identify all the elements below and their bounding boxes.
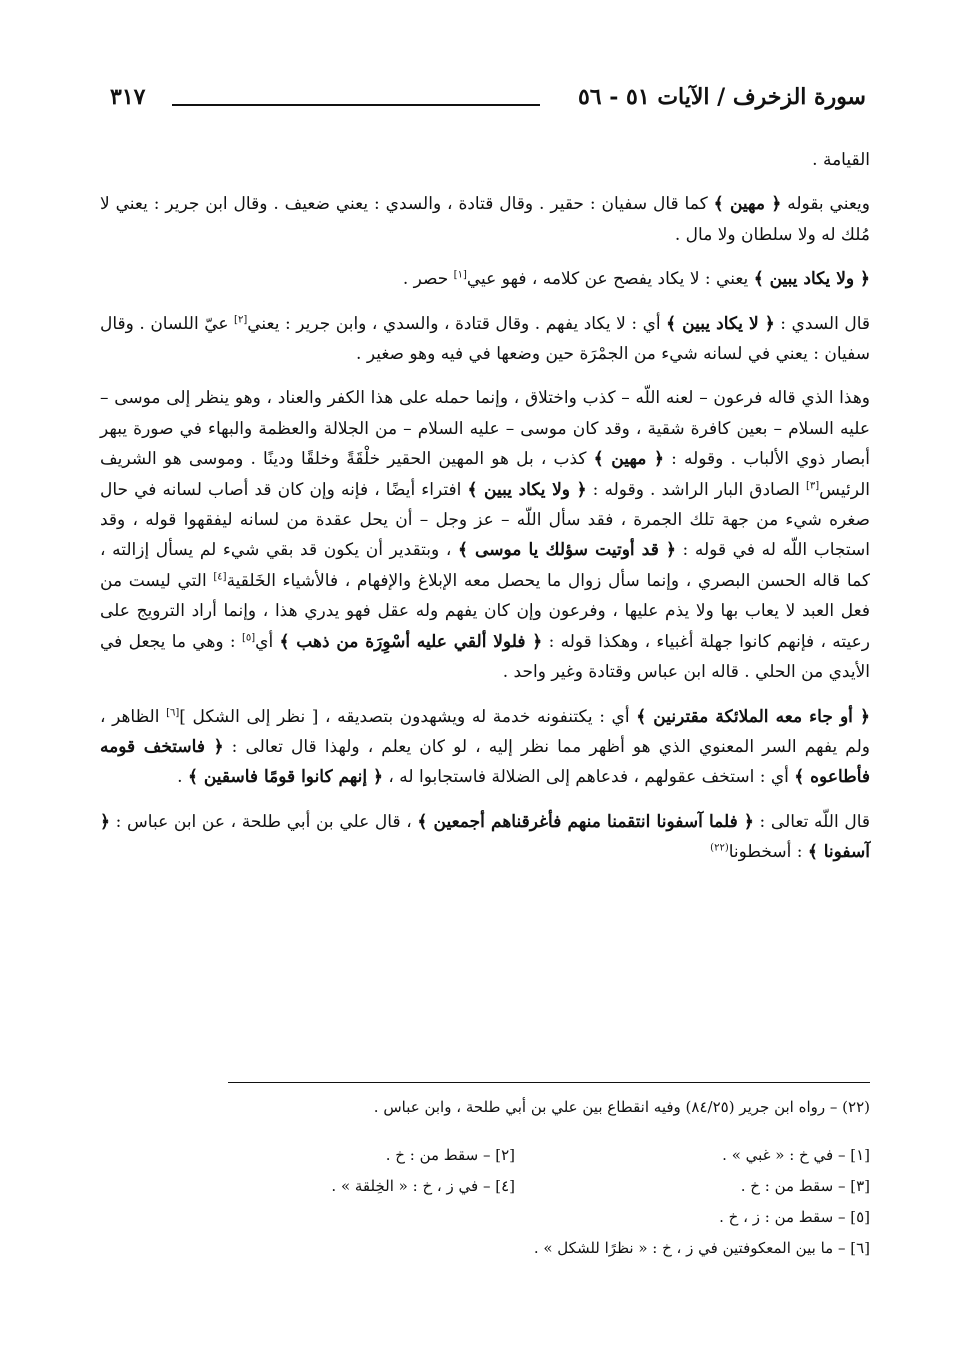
text-run: حصر .: [402, 269, 454, 290]
text-run: التي ليست من فعل العبد لا يعاب بها ولا يذم عليها ، وفرعون وإن كان يفهم وله عقل فهو يدري هذا ، وإنما أراد الترويج على رعيته ، فإنهم كانوا جهلة أغبياء ، وهكذا قوله :: [100, 570, 871, 652]
text-run: كذب ، بل هو المهين الحقير خلْقَةً وخلقًا ودينًا . وموسى هو الشريف الرئيس: [100, 449, 870, 500]
note-row: [160, 1202, 870, 1233]
quran-quote: ﴿ فاستخف قومه فأطاعوه ﴾: [100, 736, 870, 788]
footnote: [٦] – ما بين المعكوفتين في ز ، خ : « نظرًا للشكل » .: [533, 1239, 870, 1257]
quran-quote: ﴿ آسفونا ﴾: [100, 811, 870, 863]
paragraph: [100, 145, 870, 175]
text-run: أي : استخف عقولهم ، فدعاهم إلى الضلالة فاستجابوا له ،: [382, 767, 795, 788]
paragraph: [100, 309, 870, 370]
quran-quote: ﴿ إنهم كانوا قومًا فاسقين ﴾: [187, 767, 383, 788]
text-run: .: [177, 767, 188, 788]
text-run: ، وبتقدير أن يكون قد بقي شيء لم يسأل إزالته ، كما قاله الحسن البصري ، وإنما سأل زوال ما يحصل معه الإبلاغ والإفهام ، فالأشياء الخَلقية: [100, 540, 870, 591]
quran-quote: ﴿ فلما آسفونا انتقمنا منهم فأغرقناهم أجمعين ﴾: [417, 811, 754, 832]
quran-quote: ﴿ فلولا ألقي عليه أسْوِرَة من ذهب ﴾: [279, 631, 543, 652]
text-run: : أسخطونا: [728, 842, 808, 863]
quran-quote: ﴿ أو جاء معه الملائكة مقترنين ﴾: [636, 706, 870, 727]
text-run: القيامة .: [812, 150, 870, 170]
text-run: وهذا الذي قاله فرعون – لعنه اللّه – كذب واختلاق ، وإنما حمله على هذا الكفر والعناد ، وهو ينظر إلى موسى – عليه السلام – بعين كافرة شقية ، وقد كان موسى – عليه السلام – من الجلالة والعظمة والبهاء في صورة يبهر أبصار ذوي الألباب . وقوله :: [100, 388, 870, 470]
text-run: عيّ اللسان . وقال سفيان : يعني في لسانه شيء من الجمْرَة حين وضعها في فيه وهو صغير .: [100, 313, 870, 365]
note-marker: [١]: [453, 269, 467, 281]
footnote: [٥] – سقط من : ز ، خ .: [719, 1208, 870, 1226]
text-run: افتراء أيضًا ، فإنه وإن كان قد أصاب لسانه في حال صغره شيء من جهة تلك الجمرة ، فقد سأل اللّه – عز وجل – أن يحل عقدة من لسانه ليفقهوا قوله ، وقد استجاب اللّه له في قوله :: [100, 479, 871, 561]
quran-quote: ﴿ مهين ﴾: [593, 449, 664, 470]
paragraph: [100, 189, 870, 250]
note-marker: [٦]: [166, 706, 180, 718]
footnote: [٤] – في ز ، خ : « الخِلقة » .: [331, 1177, 515, 1195]
page-number: ٣١٧: [110, 84, 146, 110]
paragraph: [100, 383, 870, 687]
text-run: كما قال سفيان : حقير . وقال قتادة ، والسدي : يعني ضعيف . وقال ابن جرير : يعني لا مُلك له ولا سلطان ولا مال .: [100, 194, 870, 245]
footnote: [٣] – سقط من : خ .: [740, 1177, 870, 1195]
text-run: ، قال علي بن أبي طلحة ، عن ابن عباس :: [109, 811, 418, 832]
text-run: قال السدي :: [774, 313, 871, 334]
quran-quote: ﴿ مهين ﴾: [713, 194, 782, 215]
surah-title: سورة الزخرف / الآيات ٥١ - ٥٦: [577, 84, 866, 110]
paragraph: [100, 702, 870, 793]
text-run: أي : يكتنفونه خدمة له ويشهدون بتصديقه ، [ نظر إلى الشكل ]: [179, 706, 637, 727]
main-text: [100, 145, 870, 882]
note-marker: [٢]: [234, 313, 248, 325]
quran-quote: ﴿ لا يكاد يبين ﴾: [666, 313, 775, 334]
reference-text: (٢٢) – رواه ابن جرير (٨٤/٢٥) وفيه انقطاع بين علي بن أبي طلحة ، وابن عباس .: [373, 1098, 870, 1116]
hadith-reference: [228, 1082, 870, 1121]
text-run: الصادق البار الراشد . وقوله :: [586, 479, 806, 500]
paragraph: [100, 264, 870, 294]
text-run: قال اللّه تعالى :: [753, 811, 870, 832]
text-run: أي : لا يكاد يفهم . وقال قتادة ، والسدي ، وابن جرير : يعني: [247, 313, 667, 334]
text-run: ويعني بقوله: [781, 194, 870, 215]
footnote: [٢] – سقط من : خ .: [385, 1146, 515, 1164]
page-header: [110, 84, 866, 124]
paragraph: [100, 807, 870, 868]
variant-notes: [160, 1140, 870, 1264]
quran-quote: ﴿ ولا يكاد يبين ﴾: [467, 479, 587, 500]
header-rule: [172, 104, 540, 106]
text-run: أي: [255, 631, 280, 652]
text-run: الظاهر ، ولم يفهم السر المعنوي الذي هو أظهر مما نظر إليه ، لو كان يعلم ، ولهذا قال تعالى :: [100, 706, 870, 757]
note-marker: [٥]: [241, 632, 256, 644]
note-marker: [٤]: [213, 571, 227, 583]
note-row: [160, 1140, 870, 1171]
quran-quote: ﴿ ولا يكاد يبين ﴾: [753, 269, 870, 290]
note-marker: [٣]: [805, 480, 820, 491]
footnote: [١] – في خ : « غبي » .: [722, 1146, 870, 1164]
quran-quote: ﴿ قد أوتيت سؤلك يا موسى ﴾: [457, 540, 676, 561]
text-run: يعني : لا يكاد يفصح عن كلامه ، فهو عيي: [466, 269, 754, 290]
note-row: [160, 1171, 870, 1202]
note-row: [160, 1233, 870, 1264]
text-run: : وهي ما يجعل في الأيدي من الحلي . قاله ابن عباس وقتادة وغير واحد .: [100, 631, 870, 683]
note-marker: (٢٢): [710, 842, 729, 854]
